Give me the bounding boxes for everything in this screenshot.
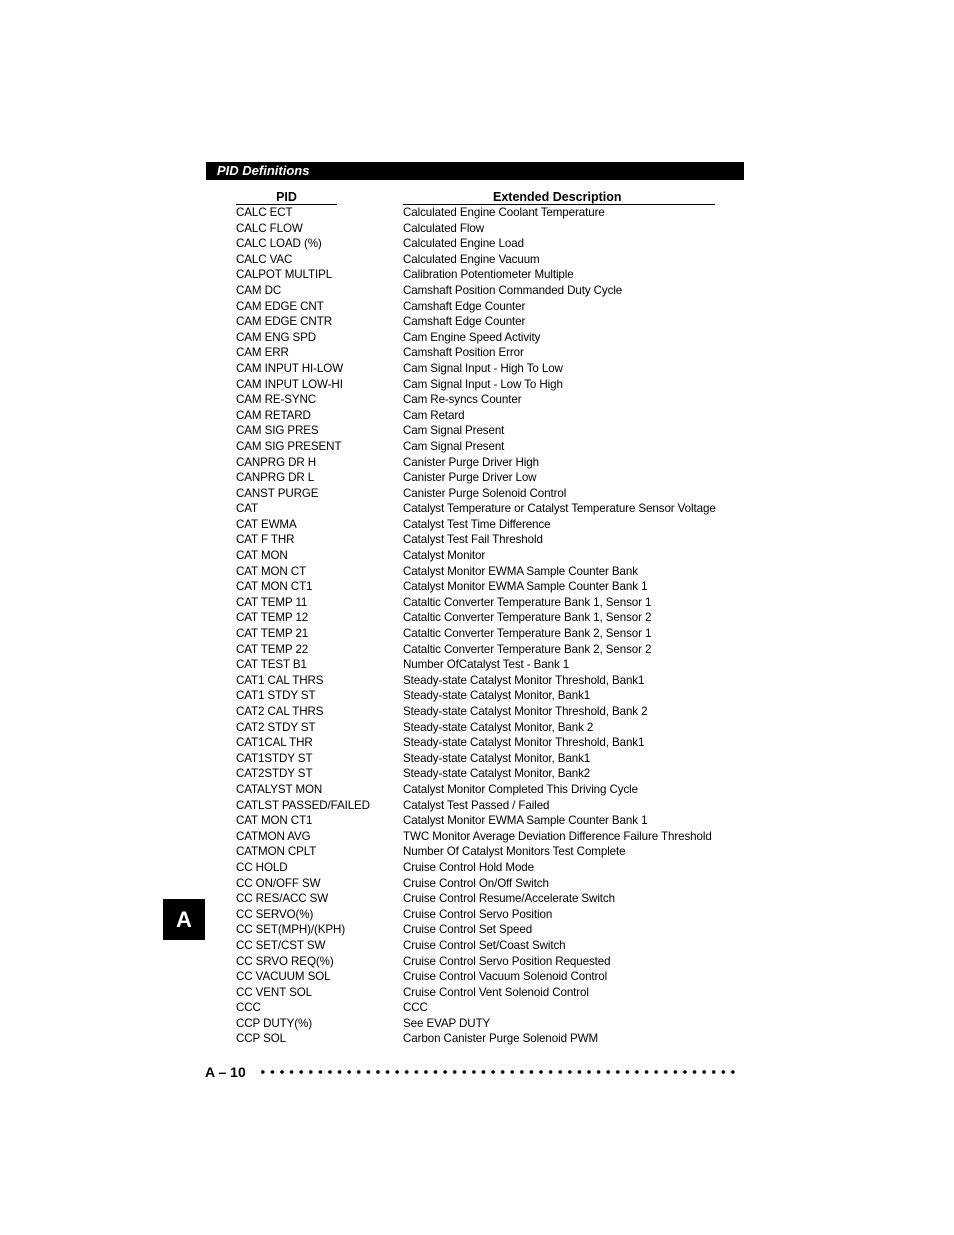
pid-description: Camshaft Position Error xyxy=(403,346,524,360)
pid-description: Cataltic Converter Temperature Bank 1, Sensor 2 xyxy=(403,611,652,625)
pid-description: Cam Signal Present xyxy=(403,424,505,438)
pid-code: CANST PURGE xyxy=(236,486,319,500)
pid-code: CAT TEMP 11 xyxy=(236,595,308,609)
column-header-description-label: Extended Description xyxy=(493,190,622,204)
pid-code: CAM INPUT HI-LOW xyxy=(236,361,344,375)
pid-code: CAT2 CAL THRS xyxy=(236,705,324,718)
table-row xyxy=(0,236,954,252)
pid-code: CAM RE-SYNC xyxy=(236,393,317,407)
pid-description: Catalyst Monitor xyxy=(403,549,486,563)
pid-description: Cruise Control Hold Mode xyxy=(403,860,534,874)
pid-code: CAM INPUT LOW-HI xyxy=(236,377,343,391)
pid-description: Catalyst Monitor Completed This Driving Cycle xyxy=(403,782,638,796)
table-row xyxy=(0,626,954,642)
pid-code: CCC xyxy=(236,1001,261,1015)
pid-code: CAT xyxy=(236,502,259,516)
table-row xyxy=(0,798,954,814)
pid-code: CATLST PASSED/FAILED xyxy=(236,798,370,812)
table-row xyxy=(0,704,954,720)
pid-code: CC ON/OFF SW xyxy=(236,876,321,890)
table-row xyxy=(0,1031,954,1047)
pid-description: Steady-state Catalyst Monitor, Bank 2 xyxy=(403,720,594,734)
pid-code: CAM SIG PRES xyxy=(236,424,319,438)
pid-definition-table xyxy=(0,205,954,1047)
pid-description: Calculated Flow xyxy=(403,221,484,235)
pid-code: CALC ECT xyxy=(236,206,293,219)
table-row xyxy=(0,891,954,907)
table-row xyxy=(0,985,954,1001)
pid-description: See EVAP DUTY xyxy=(403,1016,491,1030)
pid-code: CAM EDGE CNTR xyxy=(236,315,332,329)
pid-code: CAT TEMP 22 xyxy=(236,642,309,656)
table-row xyxy=(0,564,954,580)
table-row xyxy=(0,642,954,658)
pid-code: CAT MON CT1 xyxy=(236,580,313,594)
pid-code: CAT1CAL THR xyxy=(236,736,313,750)
table-row xyxy=(0,766,954,782)
page-number: A – 10 xyxy=(205,1064,246,1080)
pid-description: Catalyst Monitor EWMA Sample Counter Bank 1 xyxy=(403,580,648,594)
pid-code: CAT1STDY ST xyxy=(236,751,313,765)
pid-description: Camshaft Edge Counter xyxy=(403,315,526,329)
pid-description: Cam Re-syncs Counter xyxy=(403,393,522,407)
pid-code: CC SET/CST SW xyxy=(236,938,326,952)
table-row xyxy=(0,1016,954,1032)
table-row xyxy=(0,470,954,486)
pid-code: CAM ERR xyxy=(236,346,289,360)
pid-description: Cam Signal Input - High To Low xyxy=(403,361,563,375)
pid-description: Cam Retard xyxy=(403,408,465,422)
pid-description: Number Of Catalyst Monitors Test Complete xyxy=(403,845,626,859)
section-title: PID Definitions xyxy=(217,163,310,178)
pid-description: Cam Signal Present xyxy=(403,439,505,453)
pid-description: Calculated Engine Coolant Temperature xyxy=(403,206,605,219)
pid-code: CANPRG DR L xyxy=(236,471,315,485)
table-row xyxy=(0,751,954,767)
table-row xyxy=(0,377,954,393)
pid-code: CC SERVO(%) xyxy=(236,907,314,921)
table-row xyxy=(0,844,954,860)
table-row xyxy=(0,205,954,221)
pid-code: CAT MON CT xyxy=(236,564,307,578)
pid-description: Steady-state Catalyst Monitor Threshold, Bank1 xyxy=(403,736,645,750)
dotted-leader-line xyxy=(258,1068,738,1076)
table-row xyxy=(0,330,954,346)
pid-code: CATMON CPLT xyxy=(236,845,317,859)
table-row xyxy=(0,813,954,829)
pid-code: CAT F THR xyxy=(236,533,295,547)
pid-description: Cruise Control Vacuum Solenoid Control xyxy=(403,970,608,984)
table-row xyxy=(0,657,954,673)
pid-code: CAM DC xyxy=(236,283,282,297)
pid-code: CAT2 STDY ST xyxy=(236,720,316,734)
pid-description: Canister Purge Driver Low xyxy=(403,471,537,485)
pid-code: CAT MON CT1 xyxy=(236,814,313,828)
pid-description: Calculated Engine Load xyxy=(403,237,524,251)
pid-description: Carbon Canister Purge Solenoid PWM xyxy=(403,1032,599,1046)
pid-description: Catalyst Monitor EWMA Sample Counter Bank xyxy=(403,564,638,578)
table-row xyxy=(0,267,954,283)
table-row xyxy=(0,517,954,533)
pid-description: Canister Purge Solenoid Control xyxy=(403,486,567,500)
table-row xyxy=(0,610,954,626)
pid-code: CC SRVO REQ(%) xyxy=(236,954,334,968)
table-row xyxy=(0,922,954,938)
pid-description: Cruise Control Set/Coast Switch xyxy=(403,938,566,952)
table-row xyxy=(0,1000,954,1016)
pid-description: Cam Signal Input - Low To High xyxy=(403,377,563,391)
table-row xyxy=(0,423,954,439)
table-row xyxy=(0,860,954,876)
pid-description: Steady-state Catalyst Monitor, Bank2 xyxy=(403,767,591,781)
table-row xyxy=(0,252,954,268)
table-row xyxy=(0,688,954,704)
table-row xyxy=(0,548,954,564)
pid-code: CATALYST MON xyxy=(236,782,323,796)
table-row xyxy=(0,221,954,237)
pid-code: CALPOT MULTIPL xyxy=(236,268,333,282)
pid-description: Calculated Engine Vacuum xyxy=(403,252,540,266)
pid-description: Steady-state Catalyst Monitor, Bank1 xyxy=(403,689,591,703)
table-row xyxy=(0,907,954,923)
table-row xyxy=(0,720,954,736)
pid-code: CATMON AVG xyxy=(236,829,311,843)
table-row xyxy=(0,486,954,502)
table-row xyxy=(0,392,954,408)
pid-description: Cruise Control Resume/Accelerate Switch xyxy=(403,892,615,906)
table-row xyxy=(0,876,954,892)
pid-description: Cam Engine Speed Activity xyxy=(403,330,541,344)
column-header-pid: PID xyxy=(236,190,337,205)
pid-code: CANPRG DR H xyxy=(236,455,317,469)
pid-code: CAT TEST B1 xyxy=(236,658,307,672)
pid-description: Catalyst Test Time Difference xyxy=(403,517,551,531)
table-row xyxy=(0,314,954,330)
pid-code: CAT1 STDY ST xyxy=(236,689,316,703)
pid-code: CALC LOAD (%) xyxy=(236,237,322,251)
pid-code: CAM EDGE CNT xyxy=(236,299,324,313)
table-row xyxy=(0,938,954,954)
pid-code: CAM SIG PRESENT xyxy=(236,439,342,453)
pid-code: CAT TEMP 21 xyxy=(236,627,309,641)
table-row xyxy=(0,501,954,517)
pid-code: CALC FLOW xyxy=(236,221,303,235)
table-row xyxy=(0,345,954,361)
table-row xyxy=(0,532,954,548)
pid-description: Catalyst Test Fail Threshold xyxy=(403,533,543,547)
table-row xyxy=(0,829,954,845)
pid-description: Cruise Control Servo Position Requested xyxy=(403,954,611,968)
table-row xyxy=(0,673,954,689)
pid-description: Calibration Potentiometer Multiple xyxy=(403,268,574,282)
table-row xyxy=(0,439,954,455)
table-row xyxy=(0,954,954,970)
pid-description: Cruise Control Servo Position xyxy=(403,907,553,921)
pid-code: CC HOLD xyxy=(236,860,288,874)
table-row xyxy=(0,408,954,424)
column-header-description xyxy=(403,190,715,205)
pid-description: Camshaft Edge Counter xyxy=(403,299,526,313)
table-row xyxy=(0,361,954,377)
pid-description: Cruise Control Vent Solenoid Control xyxy=(403,985,589,999)
pid-description: Canister Purge Driver High xyxy=(403,455,539,469)
pid-code: CAM RETARD xyxy=(236,408,311,422)
pid-description: TWC Monitor Average Deviation Difference Failure Threshold xyxy=(403,829,712,843)
table-row xyxy=(0,969,954,985)
pid-description: Cataltic Converter Temperature Bank 2, Sensor 1 xyxy=(403,627,652,641)
pid-description: Steady-state Catalyst Monitor Threshold, Bank 2 xyxy=(403,705,648,718)
pid-code: CAT TEMP 12 xyxy=(236,611,309,625)
pid-code: CAT1 CAL THRS xyxy=(236,673,324,687)
appendix-tab-marker: A xyxy=(163,899,205,940)
pid-description: Catalyst Test Passed / Failed xyxy=(403,798,550,812)
pid-code: CAT EWMA xyxy=(236,517,297,531)
pid-description: Catalyst Monitor EWMA Sample Counter Bank 1 xyxy=(403,814,648,828)
table-row xyxy=(0,735,954,751)
pid-code: CCP DUTY(%) xyxy=(236,1016,312,1030)
table-row xyxy=(0,579,954,595)
table-row xyxy=(0,299,954,315)
pid-code: CC VACUUM SOL xyxy=(236,970,331,984)
section-header-bar xyxy=(206,162,744,180)
pid-code: CC VENT SOL xyxy=(236,985,312,999)
pid-description: Cataltic Converter Temperature Bank 2, Sensor 2 xyxy=(403,642,652,656)
pid-description: Number OfCatalyst Test - Bank 1 xyxy=(403,658,570,672)
pid-description: CCC xyxy=(403,1001,428,1015)
pid-code: CAT2STDY ST xyxy=(236,767,313,781)
pid-description: Cruise Control On/Off Switch xyxy=(403,876,549,890)
pid-code: CAM ENG SPD xyxy=(236,330,317,344)
pid-code: CCP SOL xyxy=(236,1032,286,1046)
pid-code: CC SET(MPH)/(KPH) xyxy=(236,923,346,937)
pid-description: Cruise Control Set Speed xyxy=(403,923,533,937)
pid-description: Camshaft Position Commanded Duty Cycle xyxy=(403,283,623,297)
pid-description: Catalyst Temperature or Catalyst Temperature Sensor Voltage xyxy=(403,502,716,516)
pid-description: Steady-state Catalyst Monitor Threshold, Bank1 xyxy=(403,673,645,687)
pid-description: Cataltic Converter Temperature Bank 1, Sensor 1 xyxy=(403,595,652,609)
pid-code: CAT MON xyxy=(236,549,288,563)
pid-code: CC RES/ACC SW xyxy=(236,892,329,906)
table-row xyxy=(0,782,954,798)
pid-description: Steady-state Catalyst Monitor, Bank1 xyxy=(403,751,591,765)
table-row xyxy=(0,455,954,471)
table-row xyxy=(0,283,954,299)
table-row xyxy=(0,595,954,611)
pid-code: CALC VAC xyxy=(236,252,293,266)
